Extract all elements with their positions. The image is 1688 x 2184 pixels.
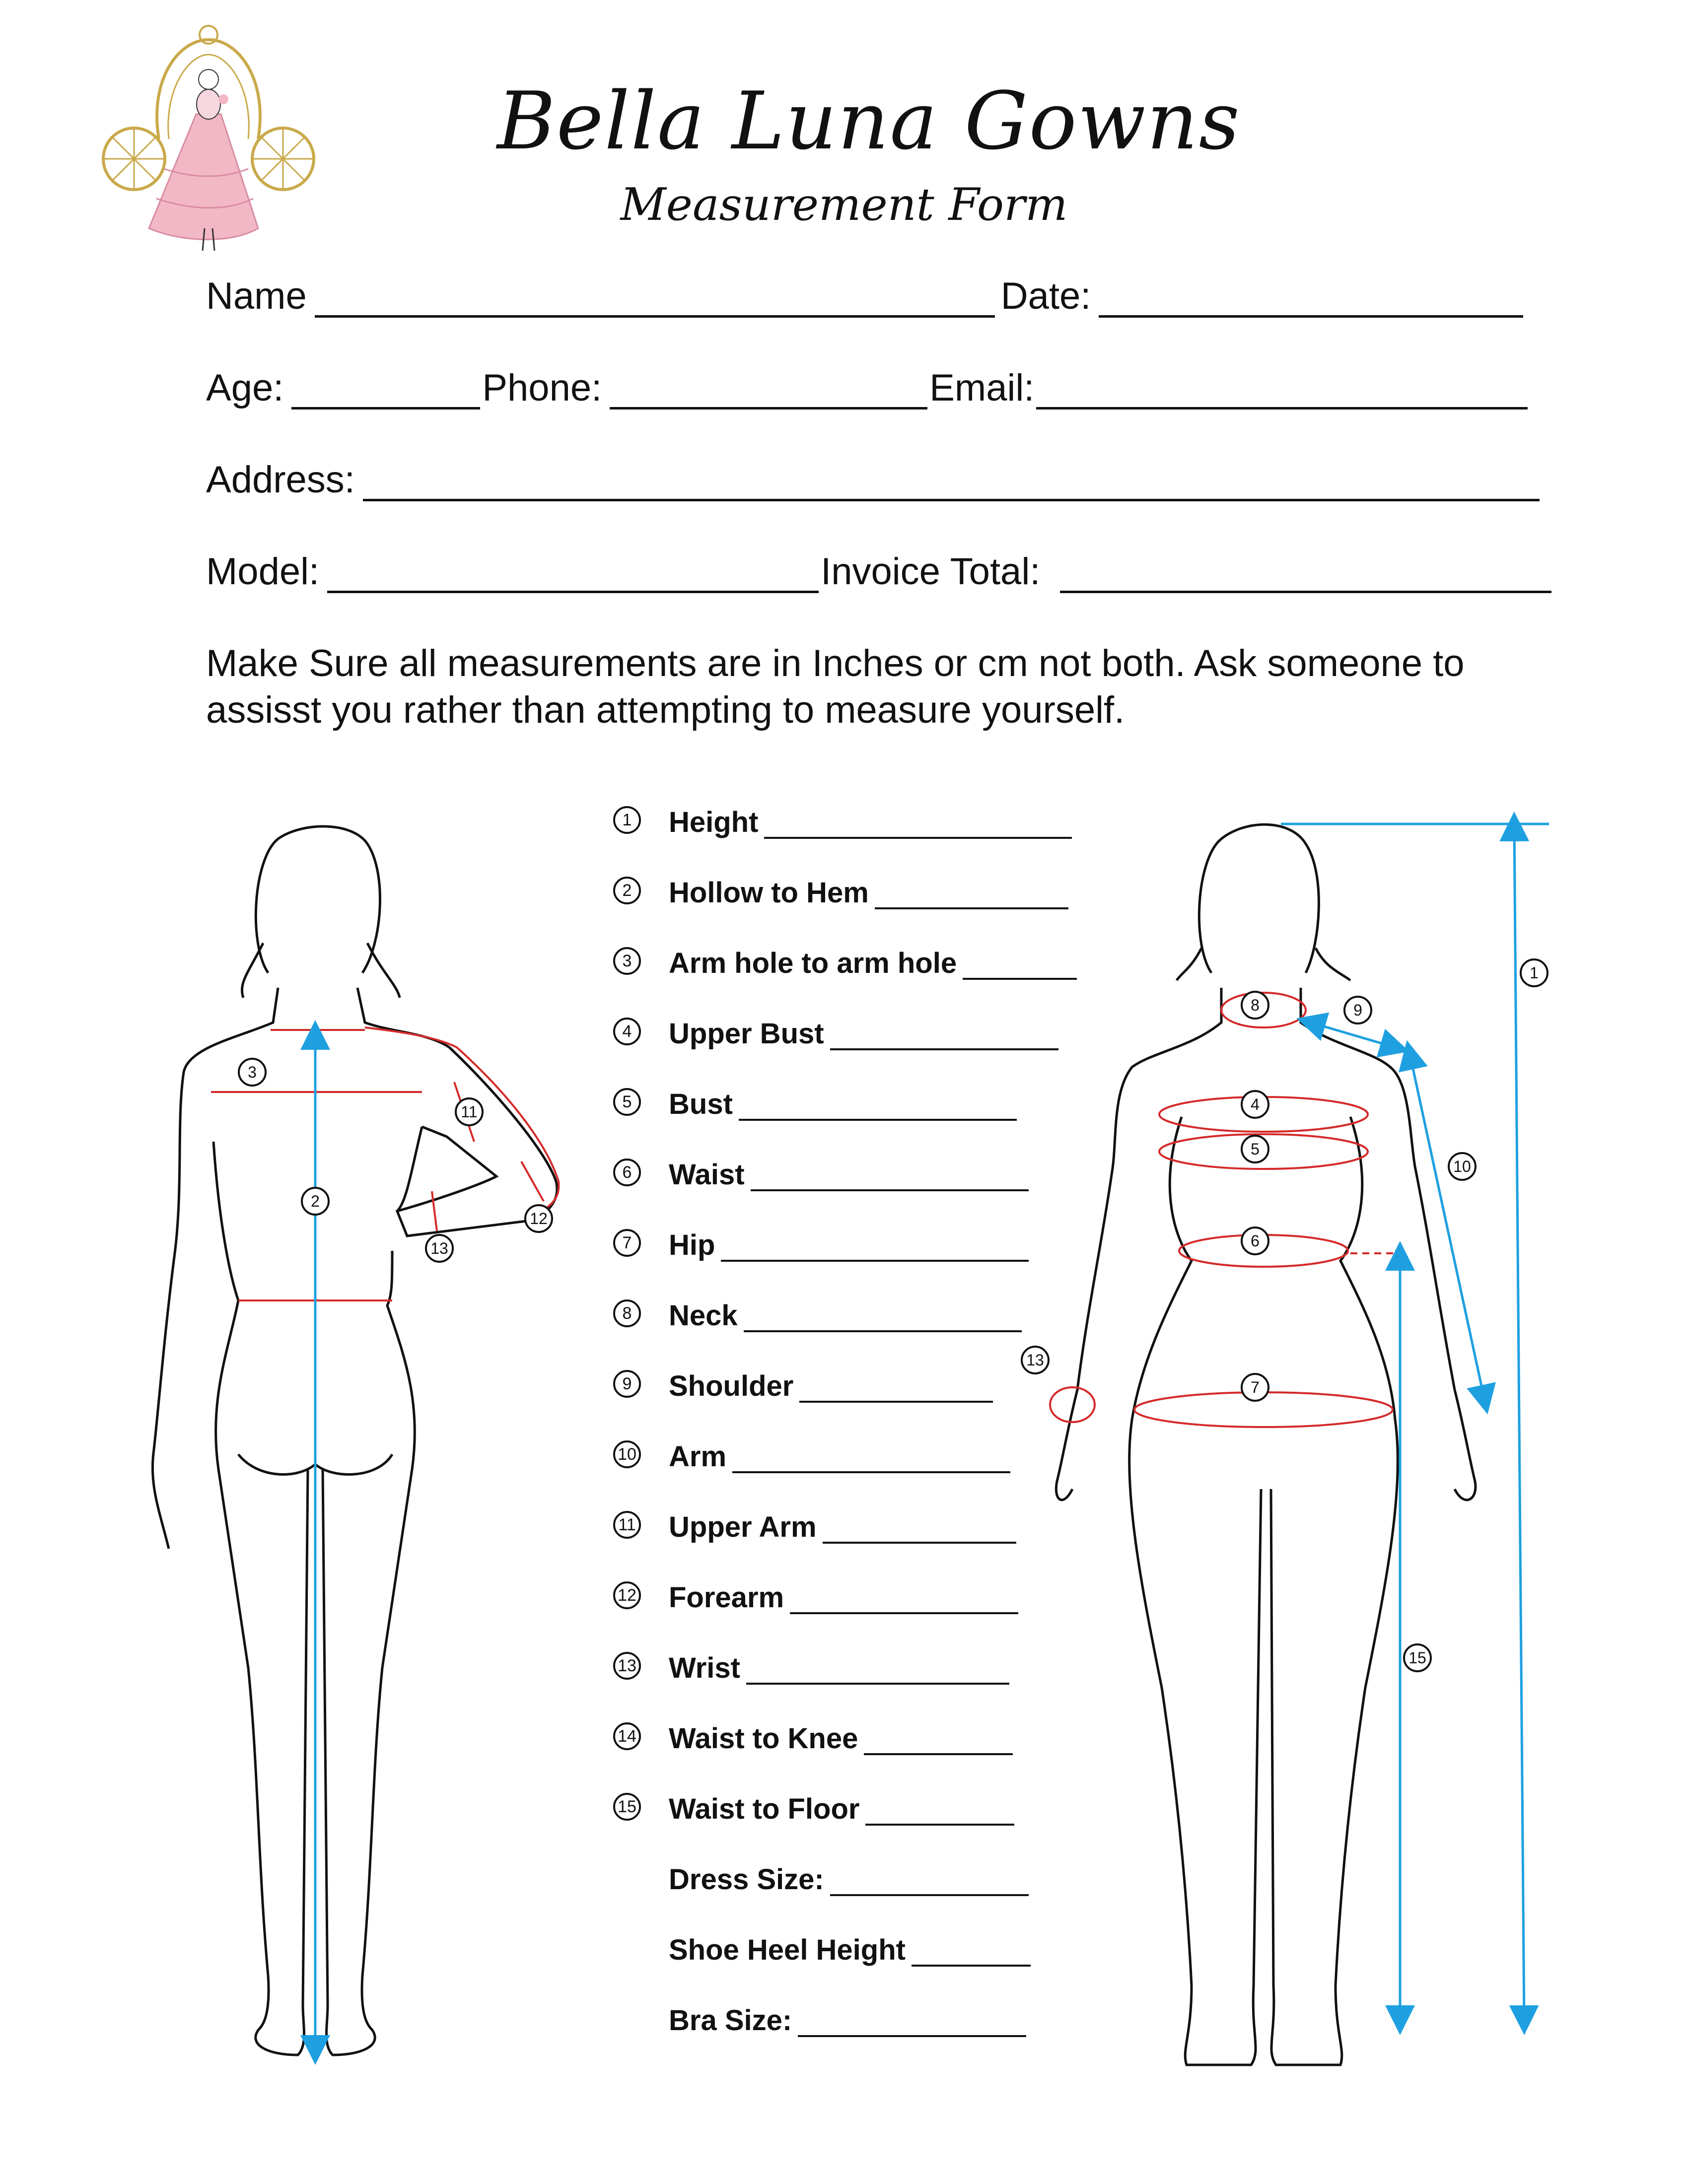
- back-marker-13: 13: [425, 1234, 454, 1263]
- measurement-number: 8: [613, 1299, 641, 1327]
- measurement-label: Arm hole to arm hole: [669, 947, 957, 979]
- age-label: Age:: [206, 367, 284, 409]
- brand-title: Bella Luna Gowns: [497, 74, 1241, 167]
- measurement-label: Bust: [669, 1088, 733, 1120]
- measurement-number: 5: [613, 1088, 641, 1116]
- measurement-number: 15: [613, 1793, 641, 1821]
- measurement-number: 9: [613, 1370, 641, 1398]
- front-marker-1: 1: [1520, 958, 1548, 987]
- row-address: [206, 447, 1576, 501]
- measurement-label: Upper Bust: [669, 1018, 824, 1050]
- front-marker-10: 10: [1448, 1152, 1477, 1181]
- email-label: Email:: [929, 367, 1035, 409]
- body-diagrams: [0, 764, 1688, 2184]
- extra-label: Shoe Heel Height: [669, 1934, 906, 1966]
- front-marker-4: 4: [1241, 1090, 1269, 1119]
- back-figure: [152, 826, 557, 2055]
- back-marker-11: 11: [455, 1097, 484, 1126]
- measurement-number: 6: [613, 1159, 641, 1186]
- measurement-number: 14: [613, 1722, 641, 1750]
- back-marker-12: 12: [524, 1204, 553, 1233]
- measurement-number: 10: [613, 1440, 641, 1468]
- measurement-label: Upper Arm: [669, 1511, 817, 1543]
- name-field[interactable]: [315, 285, 995, 318]
- extra-label: Bra Size:: [669, 2004, 792, 2037]
- phone-field[interactable]: [610, 377, 927, 410]
- measurement-number: 2: [613, 877, 641, 904]
- row-name-date: [206, 263, 1576, 318]
- row-age-phone-email: [206, 355, 1576, 410]
- front-marker-7: 7: [1241, 1373, 1269, 1402]
- measurement-number: 11: [613, 1511, 641, 1539]
- extra-label: Dress Size:: [669, 1863, 824, 1896]
- age-field[interactable]: [291, 377, 480, 410]
- measurement-label: Waist to Floor: [669, 1793, 860, 1825]
- front-measure-arrows: [1281, 824, 1549, 2020]
- phone-label: Phone:: [482, 367, 602, 409]
- measurement-label: Neck: [669, 1299, 738, 1332]
- measurement-number: 1: [613, 806, 641, 834]
- address-field[interactable]: [363, 469, 1540, 501]
- logo-illustration: [94, 20, 323, 253]
- front-measure-lines: [1050, 993, 1400, 1427]
- measurement-label: Wrist: [669, 1652, 740, 1684]
- front-marker-13: 13: [1021, 1346, 1050, 1374]
- measurement-label: Hip: [669, 1229, 715, 1261]
- model-label: Model:: [206, 550, 320, 593]
- back-marker-2: 2: [301, 1187, 330, 1216]
- front-marker-5: 5: [1241, 1135, 1269, 1163]
- measurement-label: Hollow to Hem: [669, 877, 869, 909]
- email-field[interactable]: [1036, 377, 1528, 410]
- measurement-label: Shoulder: [669, 1370, 794, 1402]
- front-marker-8: 8: [1241, 991, 1269, 1020]
- front-marker-6: 6: [1241, 1227, 1269, 1255]
- address-label: Address:: [206, 459, 355, 501]
- row-model-invoice: [206, 539, 1576, 593]
- model-field[interactable]: [327, 561, 819, 593]
- front-marker-9: 9: [1343, 996, 1372, 1024]
- measurement-label: Waist to Knee: [669, 1722, 858, 1755]
- measurement-number: 3: [613, 947, 641, 975]
- back-marker-3: 3: [238, 1058, 267, 1087]
- invoice-total-label: Invoice Total:: [821, 550, 1041, 593]
- measurement-label: Arm: [669, 1440, 727, 1473]
- date-label: Date:: [1000, 275, 1091, 317]
- measurement-number: 12: [613, 1581, 641, 1609]
- instructions-text: Make Sure all measurements are in Inches or cm not both. Ask someone to assisst you rather than attempting to measure yourself.: [206, 642, 1465, 731]
- name-label: Name: [206, 275, 307, 317]
- measurement-label: Height: [669, 806, 759, 838]
- invoice-total-field[interactable]: [1060, 561, 1551, 593]
- form-subtitle: Measurement Form: [620, 179, 1068, 231]
- measurement-label: Forearm: [669, 1581, 784, 1614]
- date-field[interactable]: [1099, 285, 1523, 318]
- front-marker-15: 15: [1403, 1643, 1432, 1672]
- measurement-number: 7: [613, 1229, 641, 1257]
- measurement-number: 13: [613, 1652, 641, 1680]
- measurement-number: 4: [613, 1018, 641, 1045]
- measurement-label: Waist: [669, 1159, 745, 1191]
